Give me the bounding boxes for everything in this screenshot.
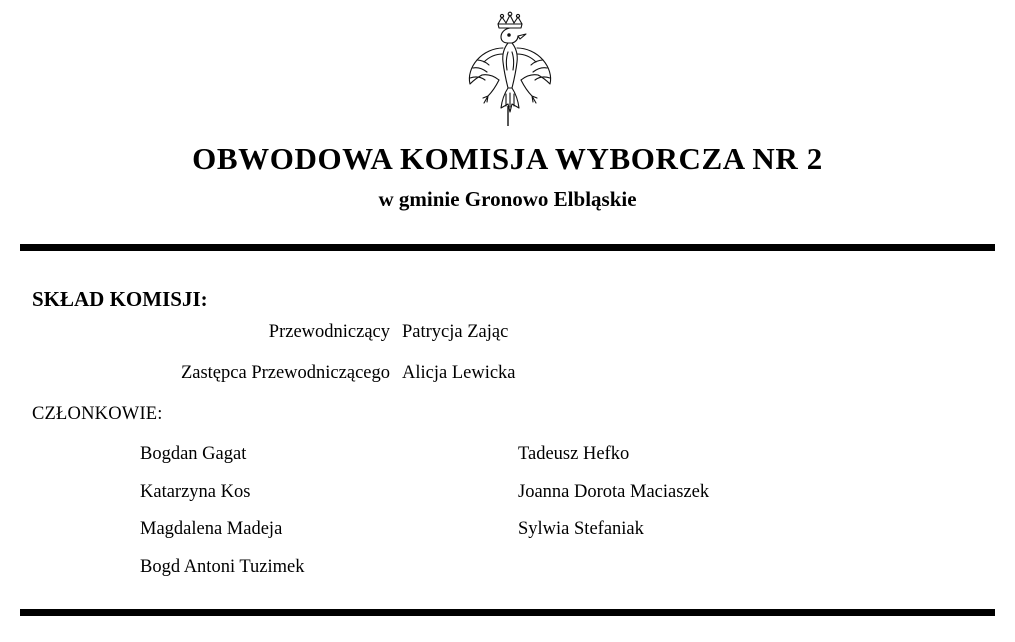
member-name: Sylwia Stefaniak — [518, 519, 644, 540]
officer-row — [32, 363, 983, 384]
list-item — [140, 520, 983, 539]
list-item — [140, 445, 983, 464]
document-body — [0, 287, 1015, 576]
members-list — [140, 445, 983, 576]
member-name — [518, 558, 983, 577]
officer-name: Patrycja Zając — [402, 322, 509, 343]
officers-list — [32, 322, 983, 384]
member-name: Joanna Dorota Maciaszek — [518, 481, 710, 502]
list-item — [140, 483, 983, 502]
member-name: Magdalena Madeja — [140, 519, 283, 540]
emblem-container — [0, 0, 1015, 130]
members-heading: CZŁONKOWIE: — [32, 404, 163, 425]
page-title: OBWODOWA KOMISJA WYBORCZA NR 2 — [192, 141, 823, 176]
member-name: Bogdan Gagat — [140, 444, 247, 465]
officer-name: Alicja Lewicka — [402, 363, 516, 384]
divider-top — [20, 244, 995, 251]
polish-eagle-emblem-icon — [454, 8, 562, 126]
officer-role: Zastępca Przewodniczącego — [180, 363, 390, 384]
member-name: Katarzyna Kos — [140, 481, 251, 502]
divider-bottom — [20, 609, 995, 616]
officer-row — [32, 322, 983, 343]
composition-heading: SKŁAD KOMISJI: — [32, 287, 208, 312]
member-name: Tadeusz Hefko — [518, 444, 630, 465]
officer-role: Przewodniczący — [268, 322, 390, 343]
member-name: Bogd Antoni Tuzimek — [140, 556, 305, 577]
page-subtitle: w gminie Gronowo Elbląskie — [378, 187, 637, 212]
list-item — [140, 558, 983, 577]
